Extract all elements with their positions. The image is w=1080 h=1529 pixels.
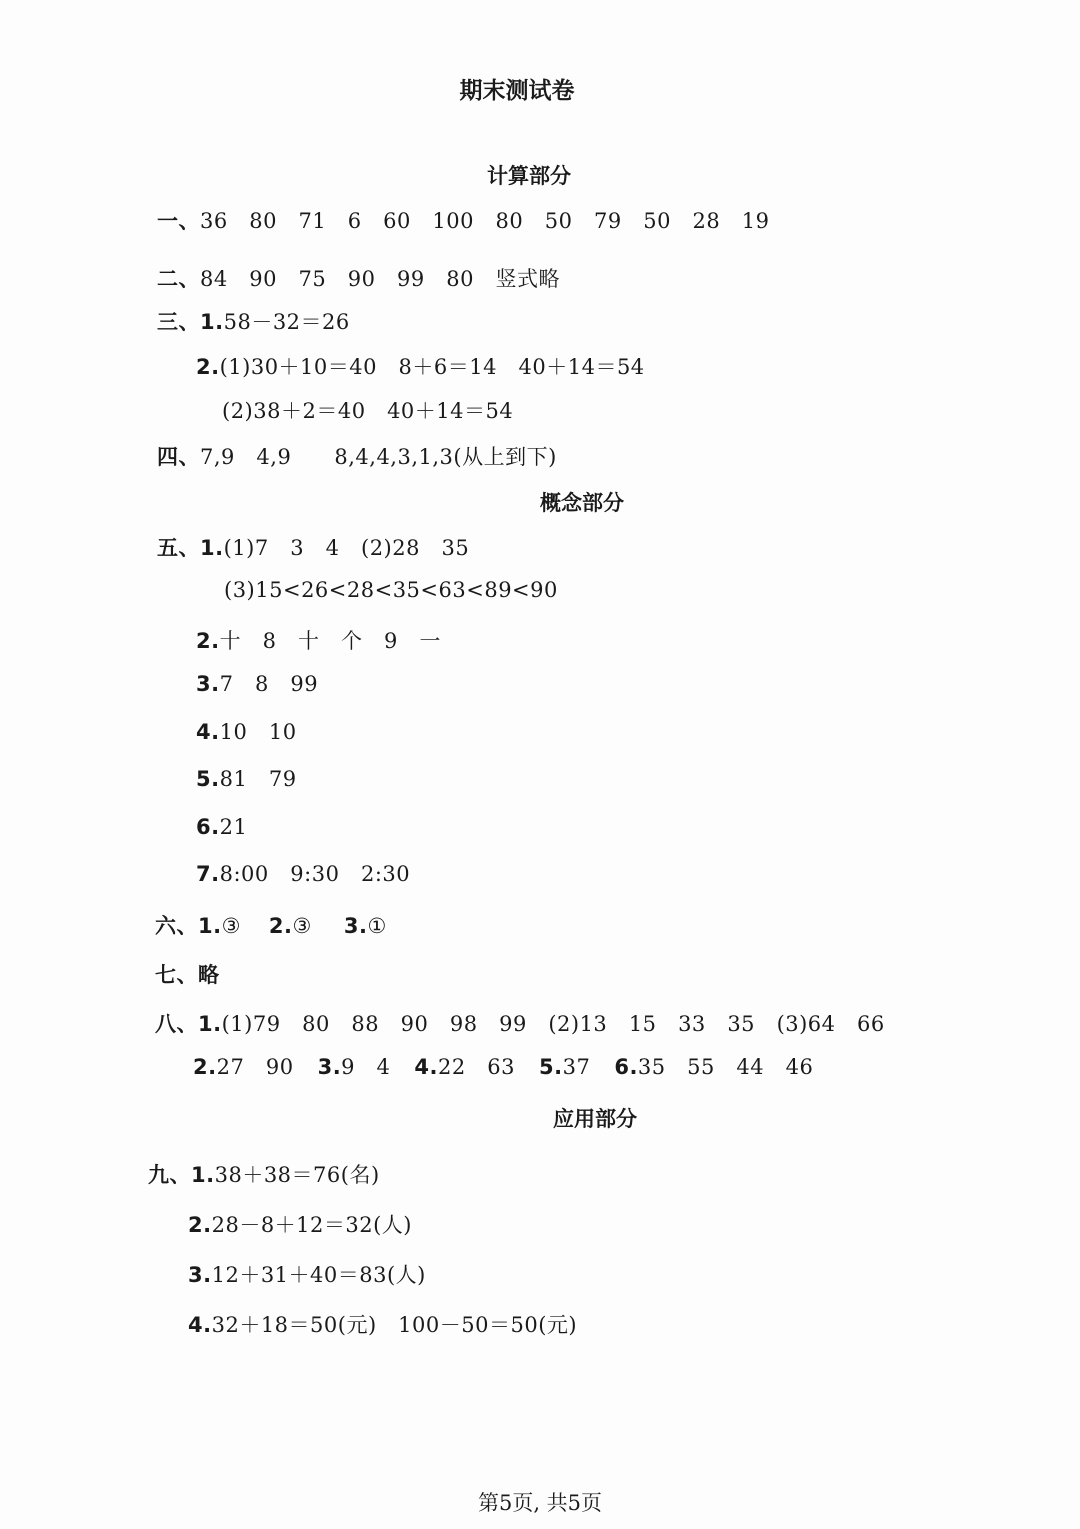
answer-text: 58－32＝26 — [223, 310, 350, 334]
answer-text: (1)30＋10＝40 8＋6＝14 40＋14＝54 — [219, 355, 645, 379]
answer-label: 3. — [317, 1055, 342, 1079]
answer-label: 二、 — [157, 267, 200, 291]
answer-label: 九、1. — [148, 1163, 215, 1187]
answer-text: 9 4 — [341, 1055, 391, 1079]
answer-text: 7,9 4,9 8,4,4,3,1,3(从上到下) — [200, 445, 557, 469]
answer-line-2 — [157, 263, 560, 293]
answer-line-8 — [224, 578, 558, 602]
answer-label: 八、1. — [155, 1012, 222, 1036]
answer-text: 12＋31＋40＝83(人) — [211, 1263, 426, 1287]
answer-text: 32＋18＝50(元) 100－50＝50(元) — [211, 1313, 578, 1337]
answer-line-18 — [193, 1055, 813, 1079]
answer-text: ③ — [221, 914, 241, 938]
answer-label: 2. — [196, 355, 220, 379]
answer-text: (1)7 3 4 (2)28 35 — [223, 536, 470, 560]
answer-text: (2)38＋2＝40 40＋14＝54 — [222, 399, 514, 423]
answer-line-22 — [188, 1309, 577, 1339]
answer-line-4 — [196, 351, 645, 381]
answer-text: 36 80 71 6 60 100 80 50 79 50 28 19 — [200, 209, 770, 233]
answer-label: 4. — [196, 720, 220, 744]
answer-line-16 — [155, 959, 220, 989]
answer-line-12 — [196, 767, 297, 791]
section-heading-calc: 计算部分 — [487, 164, 571, 188]
answer-label: 2. — [188, 1213, 212, 1237]
answer-label: 五、1. — [157, 536, 224, 560]
answer-label: 三、1. — [157, 310, 224, 334]
answer-text: 37 — [562, 1055, 591, 1079]
answer-text: 7 8 99 — [219, 672, 319, 696]
answer-text: 8:00 9:30 2:30 — [219, 862, 411, 886]
answer-label: 四、 — [157, 445, 200, 469]
answer-label: 3. — [188, 1263, 212, 1287]
section-heading-apply: 应用部分 — [553, 1107, 637, 1131]
page-title: 期末测试卷 — [459, 78, 575, 104]
answer-line-20 — [188, 1209, 412, 1239]
answer-line-3 — [157, 306, 350, 336]
answer-text: 35 55 44 46 — [637, 1055, 814, 1079]
answer-label: 2. — [193, 1055, 217, 1079]
answer-text: 27 90 — [216, 1055, 294, 1079]
answer-label: 3. — [343, 914, 368, 938]
answer-label: 七、 — [155, 963, 198, 987]
answer-text: 21 — [219, 815, 248, 839]
answer-label: 5. — [539, 1055, 563, 1079]
answer-line-21 — [188, 1259, 426, 1289]
answer-line-11 — [196, 720, 297, 744]
answer-line-10 — [196, 672, 318, 696]
answer-text: 81 79 — [219, 767, 297, 791]
answer-line-5 — [222, 395, 513, 425]
answer-label: 5. — [196, 767, 220, 791]
answer-label: 6. — [614, 1055, 638, 1079]
answer-text: 10 10 — [219, 720, 297, 744]
answer-label: 6. — [196, 815, 220, 839]
answer-label: 4. — [188, 1313, 212, 1337]
answer-label: 4. — [414, 1055, 439, 1079]
answer-text: ① — [367, 914, 387, 938]
answer-text: 十 8 十 个 9 一 — [219, 629, 441, 653]
answer-label: 2. — [268, 914, 293, 938]
answer-text: 84 90 75 90 99 80 竖式略 — [200, 267, 560, 291]
answer-line-9 — [196, 625, 441, 655]
answer-line-6 — [157, 441, 557, 471]
answer-label: 7. — [196, 862, 220, 886]
answer-line-13 — [196, 815, 247, 839]
page-footer: 第5页, 共5页 — [477, 1491, 603, 1515]
answer-line-15 — [155, 910, 387, 940]
answer-label: 2. — [196, 629, 220, 653]
answer-line-17 — [155, 1008, 885, 1038]
answer-label: 一、 — [157, 209, 200, 233]
answer-text: 28－8＋12＝32(人) — [211, 1213, 413, 1237]
answer-line-1 — [157, 205, 769, 235]
answer-text: 略 — [198, 963, 220, 987]
answer-line-19 — [148, 1159, 380, 1189]
answer-line-14 — [196, 862, 410, 886]
answer-line-7 — [157, 532, 469, 562]
answer-text: 22 63 — [438, 1055, 515, 1079]
answer-text: 38＋38＝76(名) — [214, 1163, 380, 1187]
answer-label: 3. — [196, 672, 220, 696]
answer-label: 六、1. — [155, 914, 222, 938]
answer-text: ③ — [292, 914, 312, 938]
answer-text: (3)15<26<28<35<63<89<90 — [224, 578, 558, 602]
section-heading-concept: 概念部分 — [540, 491, 624, 515]
answer-text: (1)79 80 88 90 98 99 (2)13 15 33 35 (3)64 66 — [221, 1012, 885, 1036]
